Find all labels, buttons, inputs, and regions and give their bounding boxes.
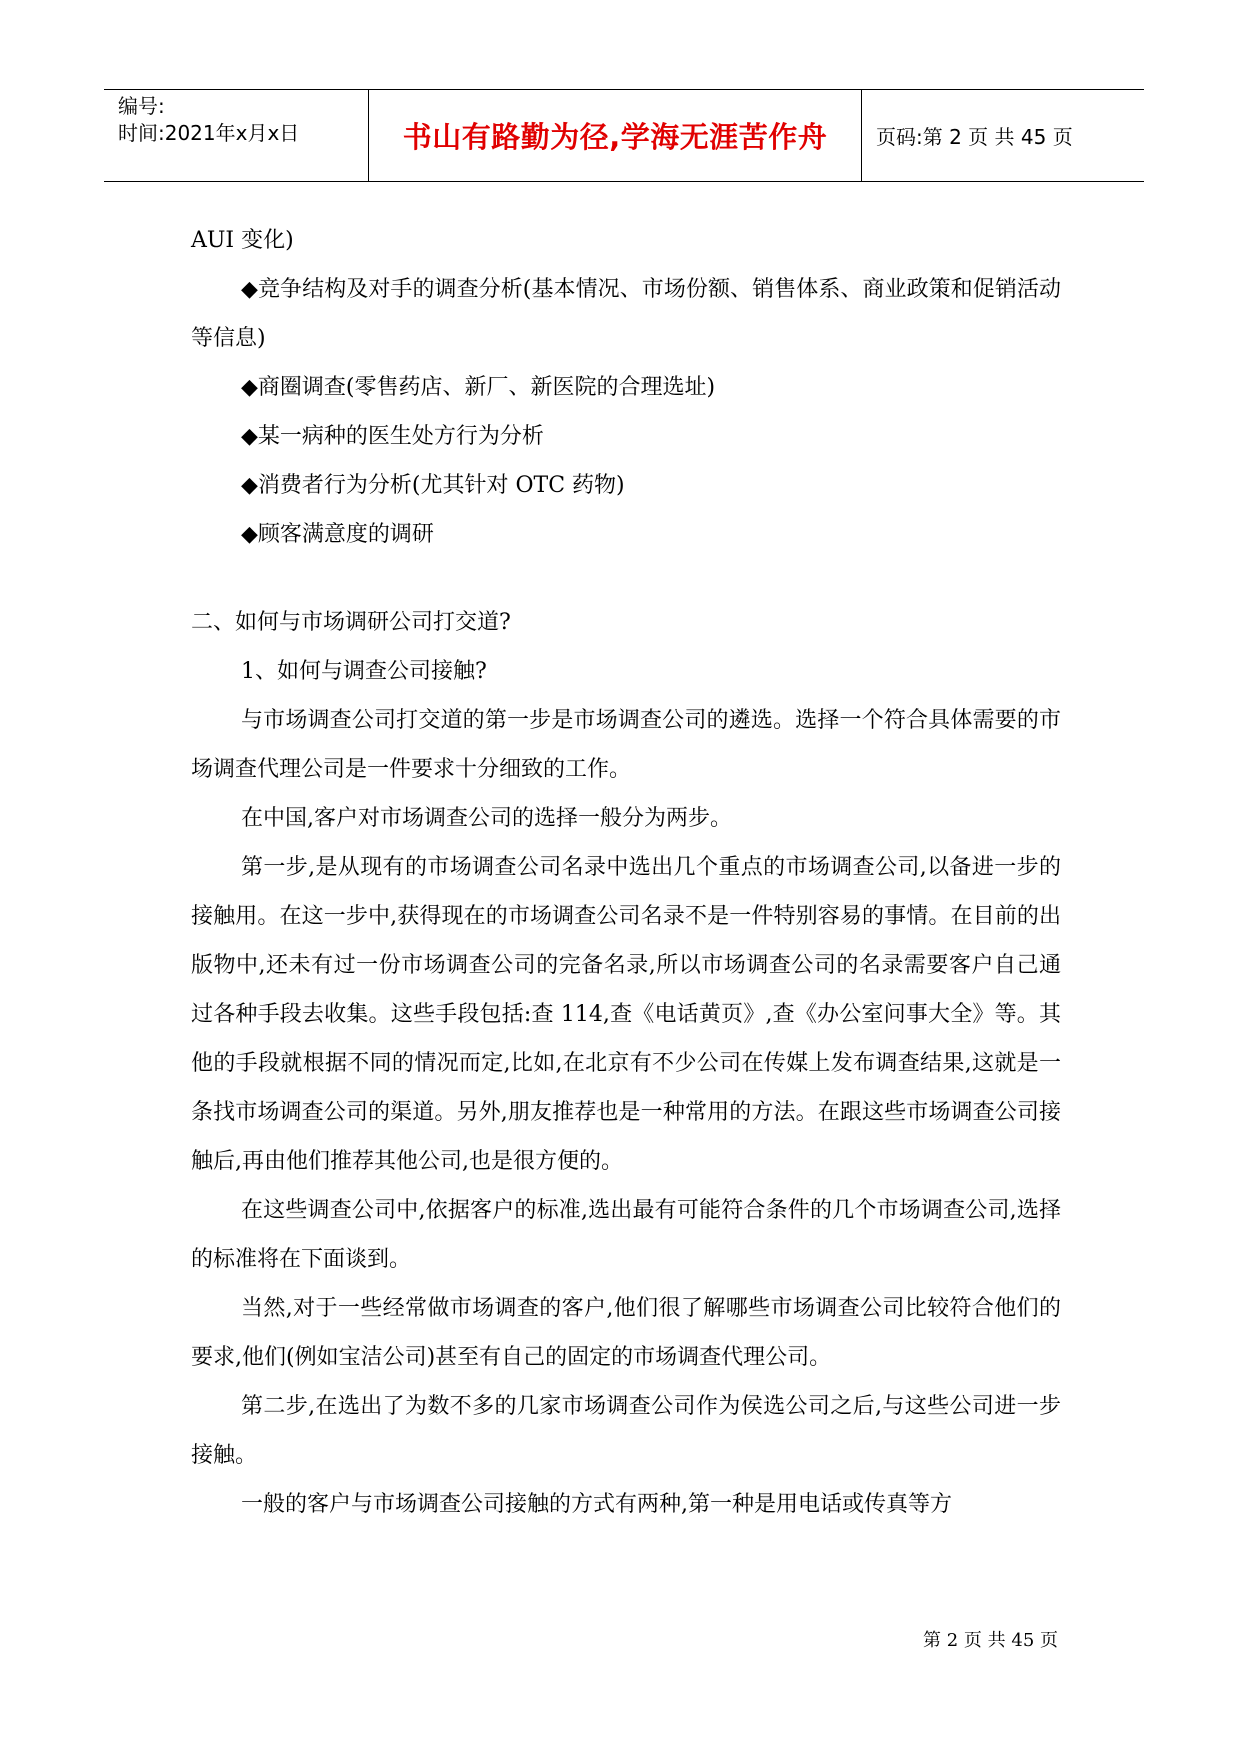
- header-meta-cell: [104, 90, 369, 181]
- paragraph: 在这些调查公司中,依据客户的标准,选出最有可能符合条件的几个市场调查公司,选择的标准将在下面谈到。: [191, 1198, 1061, 1272]
- bullet-item: ◆竞争结构及对手的调查分析(基本情况、市场份额、销售体系、商业政策和促销活动等信息): [191, 277, 1061, 351]
- bullet-item: ◆顾客满意度的调研: [241, 522, 434, 547]
- header-motto-cell: [369, 90, 862, 181]
- bullet-item: ◆某一病种的医生处方行为分析: [241, 424, 544, 449]
- bullet-item: ◆消费者行为分析(尤其针对 OTC 药物): [241, 473, 625, 498]
- document-body: [191, 216, 1061, 1529]
- time-label: 时间:2021年x月x日: [118, 121, 300, 145]
- paragraph: 与市场调查公司打交道的第一步是市场调查公司的遴选。选择一个符合具体需要的市场调查代理公司是一件要求十分细致的工作。: [191, 708, 1061, 782]
- bullet-item: ◆商圈调查(零售药店、新厂、新医院的合理选址): [241, 375, 716, 400]
- paragraph: 第一步,是从现有的市场调查公司名录中选出几个重点的市场调查公司,以备进一步的接触用。在这一步中,获得现在的市场调查公司名录不是一件特别容易的事情。在目前的出版物中,还未有过一份市场调查公司的完备名录,所以市场调查公司的名录需要客户自己通过各种手段去收集。这些手段包括:查 114,查《电话黄页》,查《办公室问事大全》等。其他的手段就根据不同的情况而定,比如,在北京有不少公司在传媒上发布调查结果,这就是一条找市场调查公司的渠道。另外,朋友推荐也是一种常用的方法。在跟这些市场调查公司接触后,再由他们推荐其他公司,也是很方便的。: [191, 855, 1061, 1174]
- header-motto: 书山有路勤为径,学海无涯苦作舟: [402, 120, 828, 154]
- paragraph: 当然,对于一些经常做市场调查的客户,他们很了解哪些市场调查公司比较符合他们的要求,他们(例如宝洁公司)甚至有自己的固定的市场调查代理公司。: [191, 1296, 1061, 1370]
- paragraph: AUI 变化): [191, 228, 294, 253]
- subsection-heading: 1、如何与调查公司接触?: [241, 659, 487, 684]
- page-footer: 第 2 页 共 45 页: [923, 1630, 1058, 1651]
- header-page-number: 页码:第 2 页 共 45 页: [876, 125, 1073, 149]
- paragraph: 在中国,客户对市场调查公司的选择一般分为两步。: [241, 806, 732, 831]
- document-header: [104, 89, 1144, 182]
- paragraph: 一般的客户与市场调查公司接触的方式有两种,第一种是用电话或传真等方: [241, 1492, 952, 1517]
- header-page-cell: [862, 90, 1144, 181]
- section-heading: 二、如何与市场调研公司打交道?: [191, 610, 511, 635]
- serial-number-label: 编号:: [118, 94, 165, 118]
- paragraph: 第二步,在选出了为数不多的几家市场调查公司作为侯选公司之后,与这些公司进一步接触。: [191, 1394, 1061, 1468]
- section-spacer: [191, 559, 1061, 598]
